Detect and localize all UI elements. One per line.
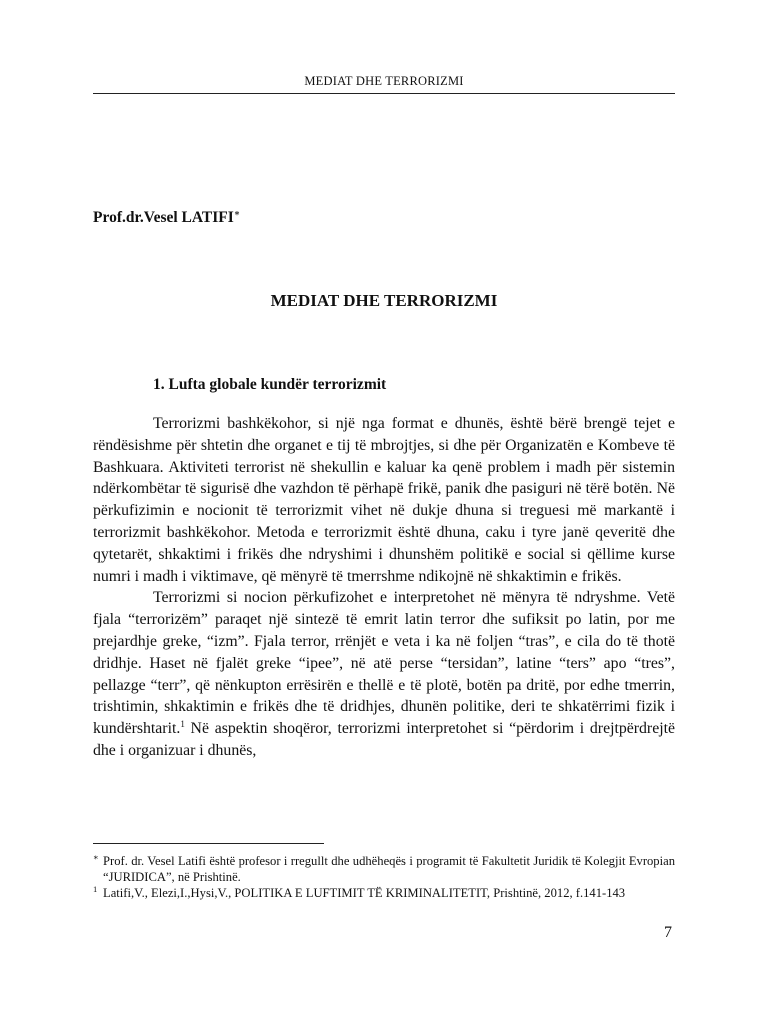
page-title: MEDIAT DHE TERRORIZMI xyxy=(270,291,498,310)
paragraph-2-continuation: Në aspektin shoqëror, terrorizmi interpretohet si “përdorim i drejtpërdrejtë dhe i organizuar i dhunës, xyxy=(93,720,675,759)
paragraph-2 xyxy=(93,587,675,761)
footnote-mark: 1 xyxy=(93,884,98,895)
footnote-text: Prof. dr. Vesel Latifi është profesor i rregullt dhe udhëheqës i programit të Fakultetit Juridik të Kolegjit Evropian “JURIDICA”, në Prishtinë. xyxy=(103,854,675,885)
running-header: MEDIAT DHE TERRORIZMI xyxy=(304,74,464,88)
footnote-1 xyxy=(93,885,675,901)
footnotes xyxy=(93,853,675,902)
author-line xyxy=(93,208,240,227)
footnote-divider xyxy=(93,843,324,844)
author-footnote-mark: ∗ xyxy=(233,208,241,218)
footnote-reference-1: 1 xyxy=(180,719,185,730)
section-heading: 1. Lufta globale kundër terrorizmit xyxy=(153,376,387,393)
body-text xyxy=(93,413,675,762)
author-name: Prof.dr.Vesel LATIFI xyxy=(93,209,234,226)
paragraph-1: Terrorizmi bashkëkohor, si një nga format e dhunës, është bërë brengë tejet e rëndësishme për shtetin dhe organet e tij të mbrojtjes, si dhe për Organizatën e Kombeve të Bashkuara. Aktiviteti terrorist në shekullin e kaluar ka qenë problem i madh për sistemin ndërkombëtar të sigurisë dhe vazhdon të përhapë frikë, panik dhe pasiguri në tërë botën. Në përkufizimin e nocionit të terrorizmit vihet në dukje dhuna si treguesi më markantë i terrorizmit bashkëkohor. Metoda e terrorizmit është dhuna, caku i tyre janë qeveritë dhe qytetarët, shkaktimi i frikës dhe ndryshimi i dhunshëm politikë e social si qëllime kurse numri i madh i viktimave, që mënyrë të tmerrshme ndikojnë në shkaktimin e frikës. xyxy=(93,415,675,585)
header-divider xyxy=(93,93,675,94)
footnote-author xyxy=(93,853,675,885)
footnote-mark: ∗ xyxy=(93,852,99,862)
paragraph-2-text: Terrorizmi si nocion përkufizohet e interpretohet në mënyra të ndryshme. Vetë fjala “terrorizëm” paraqet një sintezë të emrit latin terror dhe sufiksit po latin, por me prejardhje greke, “izm”. Fjala terror, rrënjët e veta i ka në foljen “tras”, e cila do të thotë dridhje. Haset në fjalët greke “ipee”, në atë perse “tersidan”, latine “ters” apo “tres”, pellazge “terr”, që nënkupton errësirën e thellë e të plotë, botën pa dritë, por edhe tmerrin, trishtimin, shkaktimin e frikës dhe të dridhjes, dhunën politike, deri te shkatërrimi fizik i kundërshtarit. xyxy=(93,589,675,738)
page-number: 7 xyxy=(664,924,672,941)
footnote-text: Latifi,V., Elezi,I.,Hysi,V., POLITIKA E LUFTIMIT TË KRIMINALITETIT, Prishtinë, 2012, f.141-143 xyxy=(103,886,626,901)
